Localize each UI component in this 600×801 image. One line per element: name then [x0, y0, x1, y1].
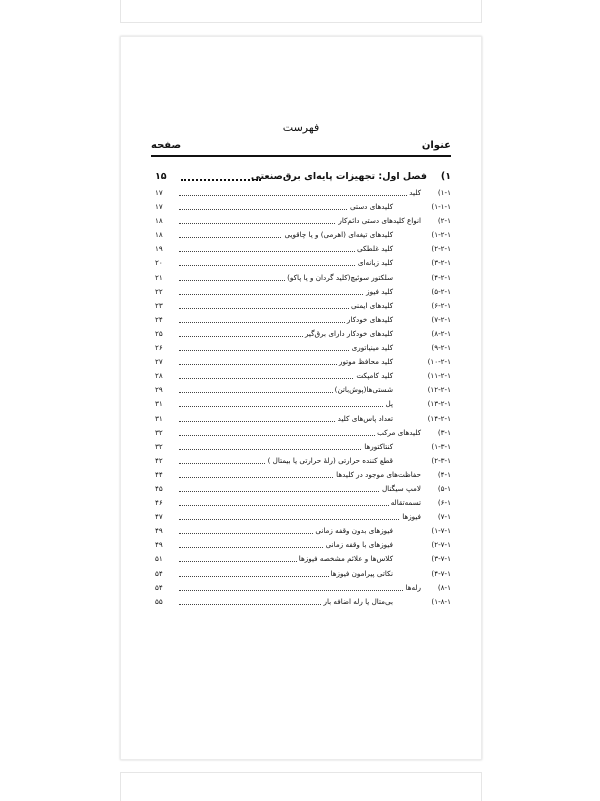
entry-page: ۲۴ [155, 314, 163, 324]
entry-number: (۷-۲-۱ [431, 314, 451, 324]
entry-title: کلید زبانه‌ای [357, 258, 393, 268]
entry-title: لامپ سیگنال [381, 483, 421, 493]
entry-page: ۳۲ [155, 441, 163, 451]
toc-entry[interactable] [151, 441, 451, 455]
toc-entry[interactable] [151, 568, 451, 582]
entry-number: (۱۲-۲-۱ [427, 385, 451, 395]
toc-entry[interactable] [151, 328, 451, 342]
entry-title: حفاظت‌های موجود در کلیدها [336, 469, 421, 479]
entry-page: ۳۱ [155, 413, 163, 423]
toc-entry[interactable] [151, 201, 451, 215]
entry-number: (۵-۱ [437, 483, 451, 493]
toc-entry[interactable] [151, 272, 451, 286]
entry-title: فیوزهای بدون وقفه زمانی [315, 526, 393, 536]
entry-leader-dots [179, 590, 421, 591]
toc-entry[interactable] [151, 596, 451, 610]
entry-page: ۵۵ [155, 596, 163, 606]
entry-number: (۱-۷-۱ [431, 526, 451, 536]
entry-number: (۳-۱ [437, 427, 451, 437]
entry-number: (۵-۲-۱ [431, 286, 451, 296]
entry-title: کلیدهای ایمنی [351, 300, 393, 310]
toc-entry[interactable] [151, 257, 451, 271]
toc-entry[interactable] [151, 553, 451, 567]
toc-entry[interactable] [151, 511, 451, 525]
entry-page: ۵۴ [155, 582, 163, 592]
column-title-label: عنوان [421, 140, 451, 151]
toc-entry[interactable] [151, 300, 451, 314]
entry-title: قطع کننده حرارتی (رلهٔ حرارتی یا بیمتال ) [267, 455, 393, 465]
toc-entry[interactable] [151, 455, 451, 469]
entry-leader-dots [179, 519, 421, 520]
entry-number: (۱-۲-۱ [431, 230, 451, 240]
toc-entry[interactable] [151, 398, 451, 412]
entry-page: ۲۵ [155, 328, 163, 338]
entry-page: ۲۱ [155, 272, 163, 282]
toc-entry[interactable] [151, 525, 451, 539]
entry-page: ۲۸ [155, 371, 163, 381]
entry-number: (۱۴-۲-۱ [427, 413, 451, 423]
entry-title: کلید [409, 188, 421, 197]
document-page [120, 36, 482, 760]
entry-number: (۶-۱ [437, 498, 451, 508]
entry-page: ۱۹ [155, 244, 163, 254]
entry-page: ۲۳ [155, 300, 163, 310]
toc-entry[interactable] [151, 243, 451, 257]
toc-entry[interactable] [151, 469, 451, 483]
entry-number: (۱-۱ [437, 188, 451, 197]
entry-leader-dots [179, 406, 393, 407]
entry-page: ۳۱ [155, 399, 163, 409]
entry-page: ۲۲ [155, 286, 163, 296]
entry-page: ۲۹ [155, 385, 163, 395]
entry-number: (۳-۲-۱ [431, 258, 451, 268]
toc-header [151, 137, 451, 157]
entry-title: کلاس‌ها و علائم مشخصه فیوزها [298, 554, 393, 564]
entry-number: (۲-۲-۱ [431, 244, 451, 254]
toc-entry[interactable] [151, 582, 451, 596]
entry-title: انواع کلیدهای دستی دائم‌کار [338, 216, 421, 226]
entry-title: بی‌متال یا رله اضافه بار [323, 596, 393, 606]
entry-number: (۳-۷-۱ [431, 554, 451, 564]
toc-entry[interactable] [151, 413, 451, 427]
entry-number: (۷-۱ [437, 512, 451, 522]
toc-entry[interactable] [151, 286, 451, 300]
entry-title: کنتاکتورها [364, 441, 393, 451]
entry-leader-dots [179, 449, 393, 450]
entry-title: کلیدهای دستی [349, 202, 393, 212]
entry-title: کلید فیوز [366, 286, 393, 296]
toc-entry[interactable] [151, 370, 451, 384]
entry-number: (۴-۱ [437, 469, 451, 479]
entry-number: (۹-۲-۱ [431, 343, 451, 353]
entry-title: کلیدهای خودکار دارای برق‌گیر [304, 328, 393, 338]
toc-entry[interactable] [151, 215, 451, 229]
entry-title: نکاتی پیرامون فیوزها [330, 568, 393, 578]
entry-page: ۴۶ [155, 498, 163, 508]
entry-title: رله‌ها [405, 582, 421, 592]
entry-page: ۴۲ [155, 455, 163, 465]
column-page-label: صفحه [151, 140, 182, 151]
entry-leader-dots [179, 195, 421, 196]
entry-page: ۴۵ [155, 483, 163, 493]
entry-page: ۴۴ [155, 469, 163, 479]
entry-title: کلیدهای مرکب [377, 427, 421, 437]
entry-title: سلکتور سوئیچ(کلید گردان و یا پاکو) [287, 272, 393, 282]
next-page-edge [120, 772, 482, 801]
toc-entry[interactable] [151, 483, 451, 497]
entry-page: ۲۶ [155, 343, 163, 353]
entry-number: (۸-۱ [437, 582, 451, 592]
entry-number: (۱-۸-۱ [431, 596, 451, 606]
entry-page: ۴۹ [155, 526, 163, 536]
entry-number: (۲-۱ [437, 216, 451, 226]
entry-title: شستی‌ها(پوش‌باتن) [334, 385, 393, 395]
chapter-number: ۱) [440, 171, 451, 182]
toc-entry[interactable] [151, 342, 451, 356]
entry-number: (۲-۷-۱ [431, 540, 451, 550]
entry-number: (۱-۱-۱ [431, 202, 451, 212]
entry-title: کلیدهای تیغه‌ای (اهرمی) و یا چاقویی [284, 230, 393, 240]
entry-title: کلید محافظ موتور [339, 357, 393, 367]
toc-entry[interactable] [151, 356, 451, 370]
entry-title: تسمه‌تقاله [390, 498, 421, 508]
entry-leader-dots [179, 294, 393, 295]
entry-title: کلید غلطکی [356, 244, 393, 254]
entry-title: کلیدهای خودکار [346, 314, 393, 324]
toc-entry[interactable] [151, 229, 451, 243]
toc-entry[interactable] [151, 314, 451, 328]
toc-entry[interactable] [151, 384, 451, 398]
chapter-page: ۱۵ [155, 171, 167, 182]
chapter-title: فصل اول: تجهیزات پایه‌ای برق‌صنعتی [250, 171, 427, 182]
entry-page: ۱۷ [155, 202, 163, 212]
entry-number: (۱۰-۲-۱ [427, 357, 451, 367]
entry-page: ۱۸ [155, 216, 163, 226]
entry-number: (۱-۳-۱ [431, 441, 451, 451]
entry-leader-dots [179, 505, 421, 506]
entry-title: تعداد پاس‌های کلید [337, 413, 393, 423]
entry-number: (۴-۲-۱ [431, 272, 451, 282]
entry-page: ۴۹ [155, 540, 163, 550]
entry-page: ۲۷ [155, 357, 163, 367]
chapter-entry[interactable] [151, 171, 451, 185]
toc-entries [151, 187, 451, 610]
entry-title: فیوزها [402, 512, 421, 522]
previous-page-edge [120, 0, 482, 23]
toc-entry[interactable] [151, 497, 451, 511]
toc-entry[interactable] [151, 187, 451, 201]
entry-title: کلید مینیاتوری [351, 343, 393, 353]
entry-title: کلید کامپکت [356, 371, 393, 381]
entry-number: (۶-۲-۱ [431, 300, 451, 310]
entry-page: ۱۸ [155, 230, 163, 240]
toc-entry[interactable] [151, 427, 451, 441]
entry-number: (۸-۲-۱ [431, 328, 451, 338]
entry-page: ۲۰ [155, 258, 163, 268]
entry-page: ۵۱ [155, 554, 163, 564]
entry-page: ۱۷ [155, 188, 163, 197]
entry-title: پل [385, 399, 393, 409]
entry-number: (۱۱-۲-۱ [427, 371, 451, 381]
entry-page: ۳۲ [155, 427, 163, 437]
entry-page: ۵۴ [155, 568, 163, 578]
entry-title: فیوزهای با وقفه زمانی [325, 540, 393, 550]
toc-entry[interactable] [151, 539, 451, 553]
entry-number: (۴-۷-۱ [431, 568, 451, 578]
entry-number: (۲-۳-۱ [431, 455, 451, 465]
toc-title: فهرست [282, 121, 320, 134]
chapter-leader-dots [181, 179, 261, 181]
entry-page: ۴۷ [155, 512, 163, 522]
entry-number: (۱۳-۲-۱ [427, 399, 451, 409]
